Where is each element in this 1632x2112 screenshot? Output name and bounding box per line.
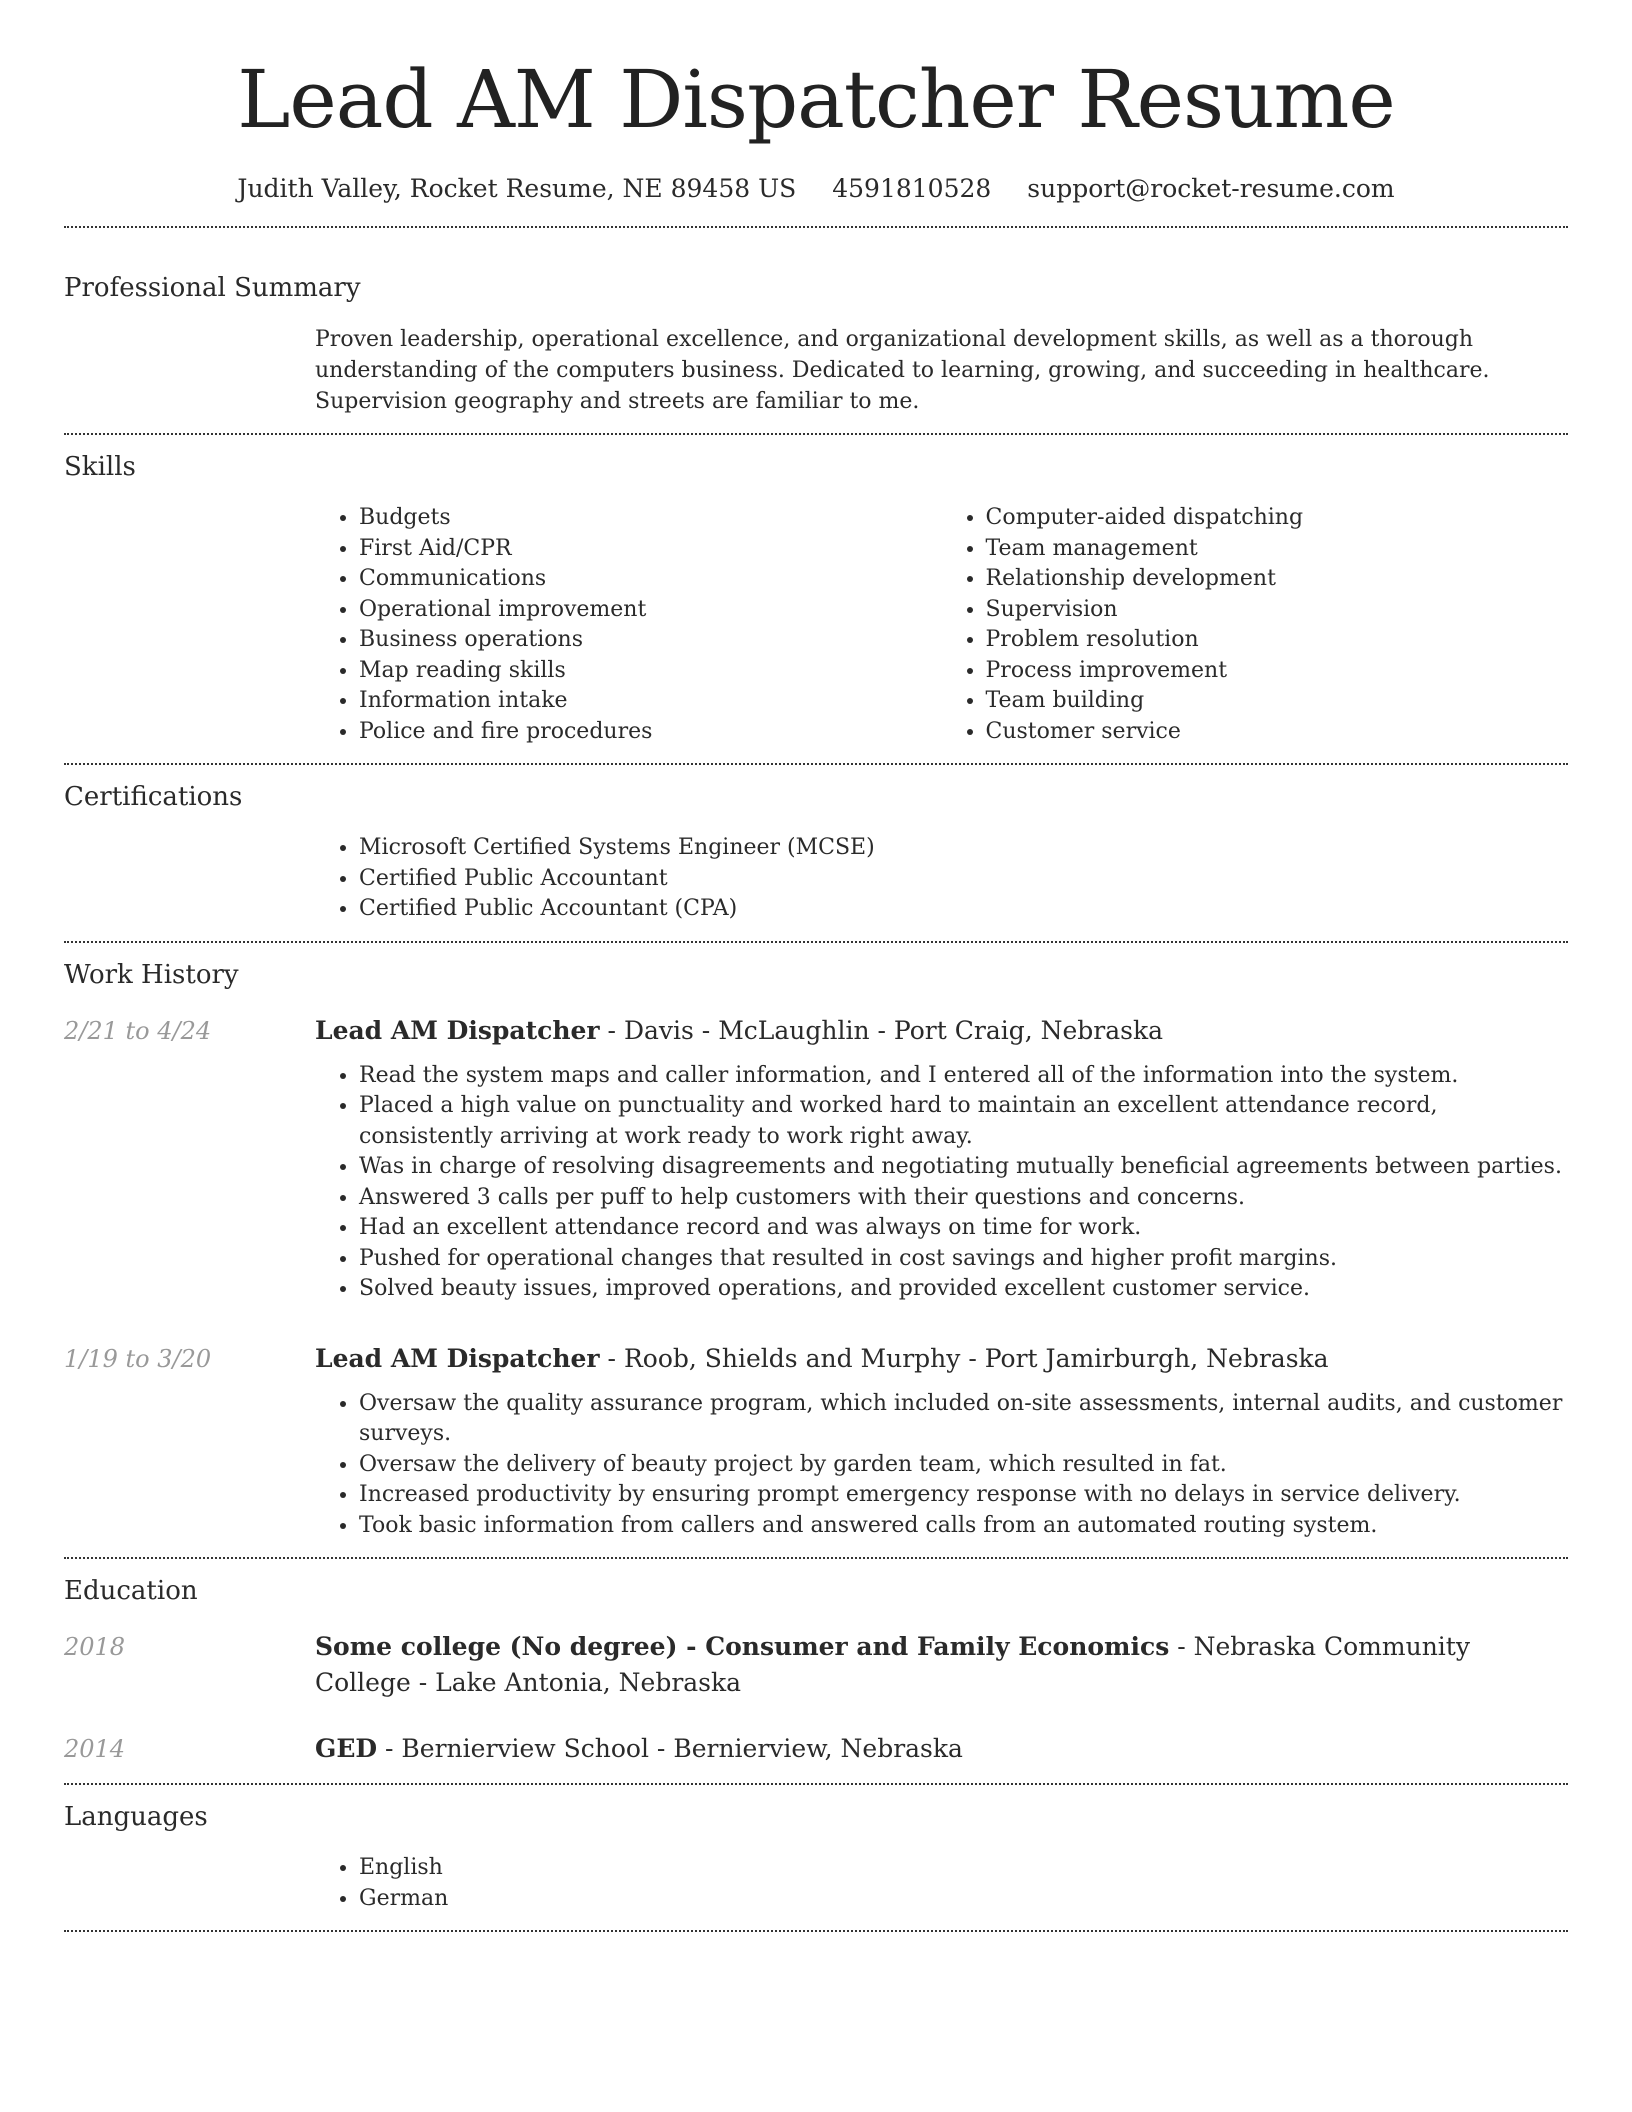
job-bullets: [315, 1061, 1568, 1305]
skill-item: • Team management: [986, 534, 1569, 565]
education-heading-line: [315, 1731, 1495, 1767]
education-heading-line: [315, 1629, 1495, 1701]
certification-item: • Microsoft Certified Systems Engineer (MCSE): [359, 833, 1568, 864]
certifications-heading: Certifications: [64, 782, 243, 812]
job-employer: - Davis - McLaughlin - Port Craig, Nebraska: [599, 1015, 1164, 1045]
contact-phone: 4591810528: [832, 174, 992, 203]
skills-heading: Skills: [64, 452, 136, 482]
job-bullet: • Oversaw the quality assurance program, which included on-site assessments, internal audits, and customer surveys.: [359, 1389, 1568, 1450]
job-employer: - Roob, Shields and Murphy - Port Jamirburgh, Nebraska: [599, 1343, 1329, 1373]
skill-item: • Problem resolution: [986, 625, 1569, 656]
education-entry: [64, 1629, 1568, 1701]
resume-title: Lead AM Dispatcher Resume: [237, 53, 1395, 146]
skills-list-left: [315, 503, 942, 747]
job-heading: [315, 1341, 1568, 1377]
job-bullet: • Took basic information from callers and answered calls from an automated routing system.: [359, 1511, 1568, 1542]
education-school: - Nebraska Community College - Lake Antonia, Nebraska: [315, 1632, 1470, 1697]
skill-item: • Police and fire procedures: [359, 717, 942, 748]
skill-item: • Process improvement: [986, 656, 1569, 687]
job-entry: [64, 1341, 1568, 1542]
languages-heading: Languages: [64, 1802, 208, 1832]
certification-item: • Certified Public Accountant (CPA): [359, 894, 1568, 925]
summary-section: [64, 228, 1568, 433]
skill-item: • Business operations: [359, 625, 942, 656]
certifications-section: [64, 765, 1568, 941]
job-date: 1/19 to 3/20: [64, 1344, 212, 1373]
languages-list: [315, 1853, 1568, 1914]
education-degree: GED: [315, 1734, 378, 1763]
job-title: Lead AM Dispatcher: [315, 1343, 600, 1373]
job-bullet: • Placed a high value on punctuality and worked hard to maintain an excellent attendance record, consistently arriving at work ready to work right away.: [359, 1091, 1568, 1152]
resume-page: [64, 0, 1568, 1932]
certification-item: • Certified Public Accountant: [359, 864, 1568, 895]
skill-item: • Communications: [359, 564, 942, 595]
job-date: 2/21 to 4/24: [64, 1016, 212, 1045]
skill-item: • Map reading skills: [359, 656, 942, 687]
certifications-list: [315, 833, 1568, 925]
job-bullets: [315, 1389, 1568, 1542]
job-bullet: • Oversaw the delivery of beauty project by garden team, which resulted in fat.: [359, 1450, 1568, 1481]
skill-item: • Team building: [986, 686, 1569, 717]
skills-list-right: [942, 503, 1569, 747]
skill-item: • Information intake: [359, 686, 942, 717]
work-history-heading: Work History: [64, 959, 239, 990]
languages-section: [64, 1785, 1568, 1930]
job-entry: [64, 1013, 1568, 1305]
education-school: - Bernierview School - Bernierview, Nebraska: [377, 1734, 963, 1763]
job-heading: [315, 1013, 1568, 1049]
education-date: 2018: [64, 1633, 126, 1661]
summary-text: Proven leadership, operational excellence, and organizational development skills, as well as a thorough understanding of the computers business. Dedicated to learning, growing, and succeeding in healthcare. Supervision geography and streets are familiar to me.: [315, 327, 1490, 414]
section-divider: [64, 1930, 1568, 1932]
education-section: [64, 1559, 1568, 1783]
skill-item: • First Aid/CPR: [359, 534, 942, 565]
summary-heading: Professional Summary: [64, 273, 361, 303]
education-entry: [64, 1731, 1568, 1767]
language-item: • German: [359, 1884, 1568, 1915]
job-title: Lead AM Dispatcher: [315, 1015, 600, 1045]
work-history-section: [64, 943, 1568, 1558]
job-bullet: • Pushed for operational changes that resulted in cost savings and higher profit margins.: [359, 1244, 1568, 1275]
job-bullet: • Read the system maps and caller information, and I entered all of the information into the system.: [359, 1061, 1568, 1092]
job-bullet: • Was in charge of resolving disagreements and negotiating mutually beneficial agreements between parties.: [359, 1152, 1568, 1183]
skill-item: • Supervision: [986, 595, 1569, 626]
contact-email: support@rocket-resume.com: [1027, 174, 1395, 203]
skill-item: • Budgets: [359, 503, 942, 534]
language-item: • English: [359, 1853, 1568, 1884]
education-date: 2014: [64, 1735, 126, 1763]
job-bullet: • Had an excellent attendance record and was always on time for work.: [359, 1213, 1568, 1244]
skill-item: • Operational improvement: [359, 595, 942, 626]
education-heading: Education: [64, 1576, 198, 1606]
skills-section: [64, 435, 1568, 763]
job-bullet: • Answered 3 calls per puff to help customers with their questions and concerns.: [359, 1183, 1568, 1214]
job-bullet: • Solved beauty issues, improved operations, and provided excellent customer service.: [359, 1274, 1568, 1305]
education-degree: Some college (No degree) - Consumer and Family Economics: [315, 1632, 1170, 1661]
skill-item: • Relationship development: [986, 564, 1569, 595]
contact-address: Judith Valley, Rocket Resume, NE 89458 US: [237, 174, 797, 203]
skill-item: • Customer service: [986, 717, 1569, 748]
skill-item: • Computer-aided dispatching: [986, 503, 1569, 534]
contact-line: [64, 174, 1568, 204]
job-bullet: • Increased productivity by ensuring prompt emergency response with no delays in service delivery.: [359, 1480, 1568, 1511]
